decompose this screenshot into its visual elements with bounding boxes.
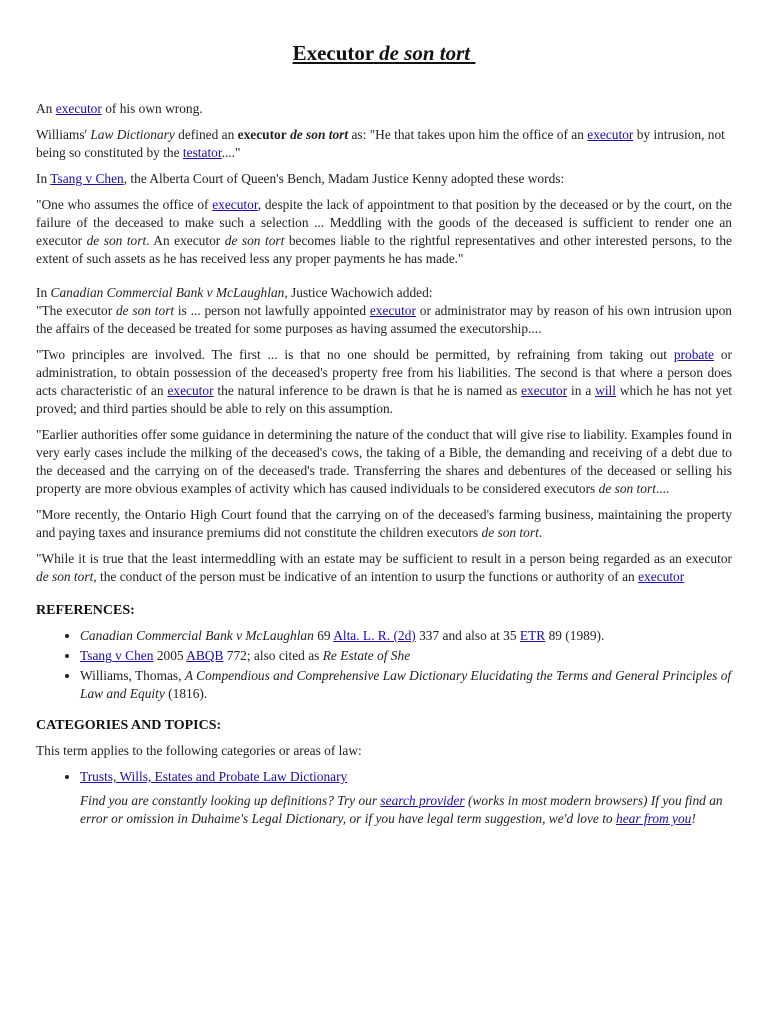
link-tsang-v-chen[interactable]: Tsang v Chen	[50, 171, 124, 186]
text: "More recently, the Ontario High Court found that the carrying on of the deceased's farming business, maintaining the property and paying taxes and insurance premiums did not constitute the children executors	[36, 507, 732, 540]
text: "Earlier authorities offer some guidance in determining the nature of the conduct that will give rise to liability. Examples found in very early cases include the milking of the deceased's cows, the taking of a Bible, the demanding and receiving of a debt due to the deceased and the carrying on of the deceased's trade. Transferring the shares and debentures of the deceased or selling his property are more obvious examples of activity which has caused individuals to be considered executors	[36, 427, 732, 496]
text: "The executor	[36, 303, 113, 318]
text: 337 and also at 35	[419, 628, 517, 643]
case-name: Canadian Commercial Bank v McLaughlan	[50, 285, 285, 300]
text: ....	[655, 481, 670, 496]
promo-paragraph	[80, 792, 732, 828]
quote-two	[36, 346, 732, 418]
reference-item	[80, 667, 732, 703]
williams-paragraph	[36, 126, 732, 162]
text: 89 (1989).	[548, 628, 605, 643]
references-list	[36, 627, 732, 703]
text: which he has not yet proved; and third parties should be able to rely on this assumption.	[36, 383, 733, 416]
text: , the Alberta Court of Queen's Bench, Madam Justice Kenny adopted these words:	[123, 171, 565, 186]
article-body	[36, 100, 732, 836]
intro-paragraph	[36, 100, 732, 118]
title-italic: de son tort	[379, 41, 471, 65]
reference-item	[80, 647, 732, 665]
quote-four	[36, 506, 732, 542]
text: 69	[317, 628, 331, 643]
quote-five	[36, 550, 732, 586]
dictionary-title: Law Dictionary	[90, 127, 175, 142]
link-will[interactable]: will	[595, 383, 616, 398]
term-bold: executor	[237, 127, 287, 142]
text: Williams, Thomas,	[80, 668, 182, 683]
text: (works in most modern browsers) If you find an error or omission in Duhaime's Legal Dictionary, or if you have legal term suggestion, we'd love to	[80, 793, 723, 826]
text: In	[36, 285, 48, 300]
text: "While it is true that the least intermeddling with an estate may be sufficient to result in a person being regarded as an executor	[36, 551, 732, 566]
text: . An executor	[146, 233, 221, 248]
category-item	[80, 768, 732, 786]
italic-term: de son tort	[481, 525, 539, 540]
italic-term: de son tort	[36, 569, 94, 584]
text: or administration, to obtain possession of the deceased's property free from his liabilities. The second is that where a person does acts characteristic of an	[36, 347, 732, 398]
link-tsang-v-chen-ref[interactable]: Tsang v Chen	[80, 648, 154, 663]
categories-list	[36, 768, 732, 786]
categories-intro: This term applies to the following categories or areas of law:	[36, 743, 362, 758]
link-executor-quote5[interactable]: executor	[638, 569, 685, 584]
text: (1816).	[168, 686, 208, 701]
link-abqb[interactable]: ABQB	[186, 648, 224, 663]
ccb-paragraph	[36, 284, 732, 338]
italic-term: de son tort	[224, 233, 285, 248]
text: becomes liable to the rightful representatives and other interested persons, to the extent of such assets as he has received less any proper payments he has made."	[36, 233, 732, 266]
text: by intrusion, not being so constituted by the	[36, 127, 725, 160]
link-executor-williams[interactable]: executor	[587, 127, 634, 142]
link-executor-quote2a[interactable]: executor	[167, 383, 214, 398]
link-category-trusts[interactable]: Trusts, Wills, Estates and Probate Law Dictionary	[80, 769, 348, 784]
intro-prefix: An	[36, 101, 53, 116]
link-search-provider[interactable]: search provider	[380, 793, 465, 808]
text: In	[36, 171, 48, 186]
link-executor-quote1[interactable]: executor	[212, 197, 258, 212]
italic-term: de son tort	[86, 233, 147, 248]
text: in a	[571, 383, 592, 398]
text: , Justice Wachowich added:	[284, 285, 433, 300]
text: 2005	[156, 648, 184, 663]
term-bold-italic: de son tort	[290, 127, 349, 142]
text: , despite the lack of appointment to that position by the deceased or by the court, on the failure of the deceased to make such a selection ... Meddling with the goods of the deceased is sufficient to render one an executor	[36, 197, 732, 248]
italic-term: de son tort	[115, 303, 175, 318]
quote-one	[36, 196, 732, 268]
references-heading: REFERENCES:	[36, 603, 135, 618]
link-testator[interactable]: testator	[182, 145, 222, 160]
link-executor-intro[interactable]: executor	[55, 101, 102, 116]
title-main: Executor	[292, 41, 374, 65]
reference-item	[80, 627, 732, 645]
link-etr[interactable]: ETR	[519, 628, 546, 643]
text: Find you are constantly looking up definitions? Try our	[80, 793, 378, 808]
text: !	[691, 811, 696, 826]
book-title: A Compendious and Comprehensive Law Dictionary Elucidating the Terms and General Principles of Law and Equity	[80, 668, 732, 701]
italic-citation: Re Estate of She	[322, 648, 411, 663]
text: or administrator may by reason of his own intrusion upon the affairs of the deceased be treated for some purposes as having assumed the executorship....	[36, 303, 733, 336]
case-name: Canadian Commercial Bank v McLaughlan	[80, 628, 314, 643]
link-alta-lr[interactable]: Alta. L. R. (2d)	[333, 628, 416, 643]
text: "One who assumes the office of	[36, 197, 209, 212]
categories-heading: CATEGORIES AND TOPICS:	[36, 718, 222, 733]
text: the natural inference to be drawn is that he is named as	[217, 383, 518, 398]
tsang-paragraph	[36, 170, 732, 188]
text: as: "He that takes upon him the office of an	[351, 127, 584, 142]
page-title	[0, 39, 768, 67]
link-executor-ccb[interactable]: executor	[369, 303, 416, 318]
text: defined an	[178, 127, 235, 142]
link-hear-from-you[interactable]: hear from you	[616, 811, 692, 826]
text: Williams'	[36, 127, 87, 142]
link-executor-quote2b[interactable]: executor	[521, 383, 568, 398]
italic-term: de son tort	[598, 481, 656, 496]
text: 772; also cited as	[226, 648, 320, 663]
text: , the conduct of the person must be indicative of an intention to usurp the functions or authority of an	[93, 569, 635, 584]
text: .	[538, 525, 543, 540]
spacer	[36, 276, 732, 284]
text: ...."	[221, 145, 241, 160]
intro-suffix: of his own wrong.	[105, 101, 203, 116]
spacer	[36, 594, 732, 602]
text: "Two principles are involved. The first ... is that no one should be permitted, by refraining from taking out	[36, 347, 668, 362]
link-probate[interactable]: probate	[673, 347, 714, 362]
quote-three	[36, 426, 732, 498]
spacer	[36, 709, 732, 717]
text: is ... person not lawfully appointed	[177, 303, 367, 318]
